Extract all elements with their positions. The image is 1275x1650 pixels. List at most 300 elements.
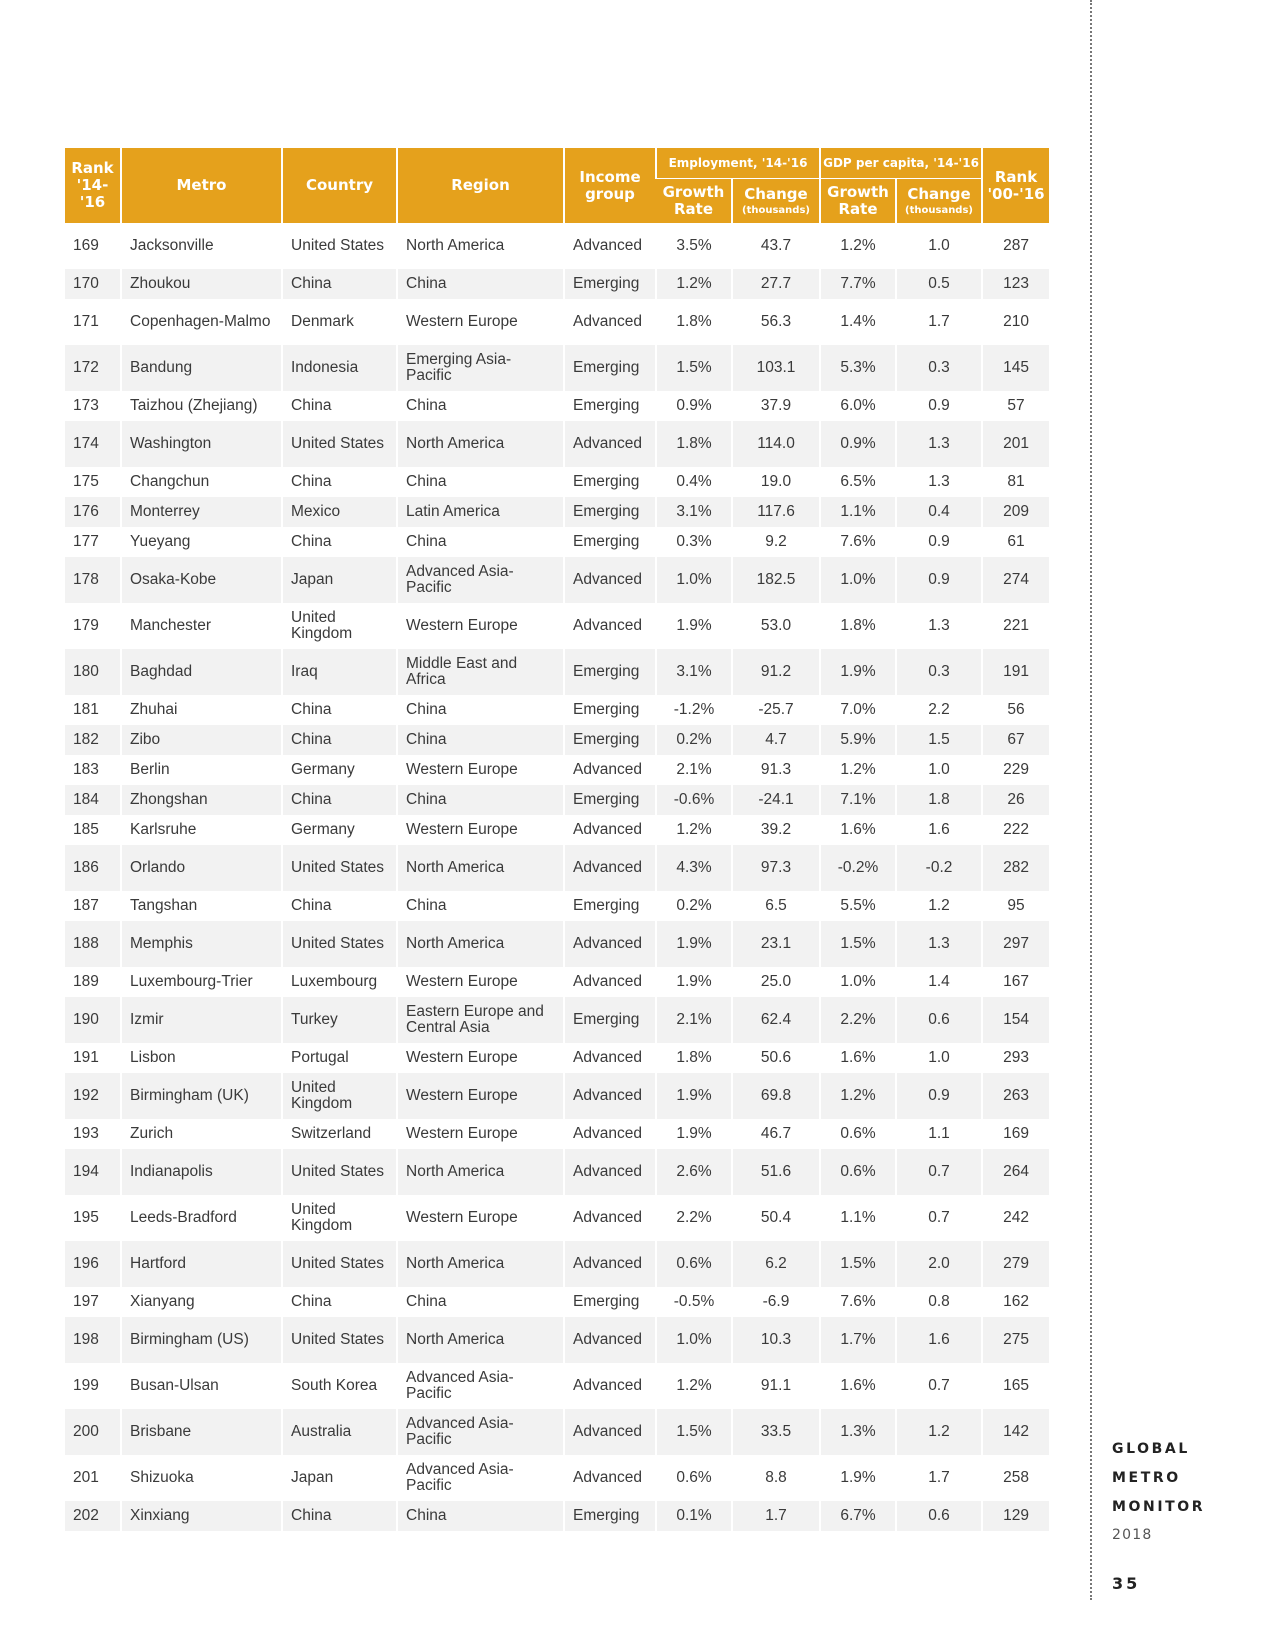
table-row [65,269,1049,299]
cell-region: Western Europe [397,815,564,845]
growth-rate-label: Growth Rate [662,183,725,218]
cell-income-group: Emerging [564,497,656,527]
header-country: Country [282,148,397,223]
table-row [65,467,1049,497]
header-metro: Metro [121,148,282,223]
cell-rank-00-16: 209 [982,497,1049,527]
cell-employment-growth: 3.1% [656,649,732,695]
cell-rank: 201 [65,1455,121,1501]
cell-metro: Hartford [121,1241,282,1287]
cell-employment-change: 23.1 [732,921,820,967]
cell-gdp-growth: 1.0% [820,557,896,603]
cell-metro: Yueyang [121,527,282,557]
cell-country: Australia [282,1409,397,1455]
cell-rank-00-16: 56 [982,695,1049,725]
table-row [65,1149,1049,1195]
cell-country: Luxembourg [282,967,397,997]
cell-gdp-change: 0.3 [896,345,982,391]
cell-country: China [282,725,397,755]
cell-region: Western Europe [397,299,564,345]
cell-rank-00-16: 154 [982,997,1049,1043]
cell-country: China [282,391,397,421]
cell-employment-growth: -1.2% [656,695,732,725]
cell-gdp-growth: 1.2% [820,1073,896,1119]
header-gdp-growth-rate [820,179,896,224]
cell-region: Western Europe [397,603,564,649]
cell-employment-change: 4.7 [732,725,820,755]
cell-rank: 202 [65,1501,121,1531]
cell-employment-growth: 0.4% [656,467,732,497]
growth-rate-label: Growth Rate [827,183,889,218]
cell-employment-growth: 1.2% [656,269,732,299]
cell-gdp-growth: 1.1% [820,1195,896,1241]
cell-region: Advanced Asia-Pacific [397,1409,564,1455]
cell-gdp-change: 0.9 [896,557,982,603]
cell-rank-00-16: 129 [982,1501,1049,1531]
cell-income-group: Emerging [564,649,656,695]
cell-region: China [397,269,564,299]
cell-region: Advanced Asia-Pacific [397,1455,564,1501]
cell-income-group: Advanced [564,299,656,345]
cell-metro: Baghdad [121,649,282,695]
cell-employment-growth: 0.2% [656,725,732,755]
cell-rank: 173 [65,391,121,421]
table-row [65,1317,1049,1363]
cell-employment-growth: 3.1% [656,497,732,527]
cell-region: Latin America [397,497,564,527]
cell-employment-change: 53.0 [732,603,820,649]
cell-income-group: Advanced [564,1455,656,1501]
cell-region: North America [397,845,564,891]
cell-metro: Berlin [121,755,282,785]
cell-rank: 181 [65,695,121,725]
cell-metro: Izmir [121,997,282,1043]
cell-rank: 196 [65,1241,121,1287]
cell-employment-growth: 0.6% [656,1455,732,1501]
cell-region: China [397,891,564,921]
cell-metro: Tangshan [121,891,282,921]
cell-employment-change: 182.5 [732,557,820,603]
cell-employment-growth: 1.0% [656,1317,732,1363]
cell-income-group: Advanced [564,755,656,785]
cell-rank-00-16: 169 [982,1119,1049,1149]
cell-rank-00-16: 142 [982,1409,1049,1455]
table-row [65,815,1049,845]
cell-rank-00-16: 263 [982,1073,1049,1119]
cell-gdp-growth: 7.6% [820,527,896,557]
cell-country: Mexico [282,497,397,527]
cell-region: Western Europe [397,1119,564,1149]
cell-gdp-change: 1.4 [896,967,982,997]
cell-rank: 193 [65,1119,121,1149]
cell-employment-change: 62.4 [732,997,820,1043]
cell-rank: 175 [65,467,121,497]
table-body [65,223,1049,1531]
cell-rank-00-16: 293 [982,1043,1049,1073]
table-row [65,1363,1049,1409]
brand-line-global: GLOBAL [1112,1441,1190,1457]
cell-employment-growth: -0.5% [656,1287,732,1317]
cell-region: Eastern Europe and Central Asia [397,997,564,1043]
cell-rank-00-16: 191 [982,649,1049,695]
cell-income-group: Advanced [564,421,656,467]
cell-income-group: Advanced [564,1241,656,1287]
cell-gdp-change: 1.7 [896,1455,982,1501]
cell-metro: Memphis [121,921,282,967]
cell-rank-00-16: 123 [982,269,1049,299]
cell-income-group: Emerging [564,527,656,557]
cell-metro: Monterrey [121,497,282,527]
cell-employment-growth: 0.1% [656,1501,732,1531]
cell-metro: Manchester [121,603,282,649]
table-row [65,557,1049,603]
cell-gdp-change: 1.8 [896,785,982,815]
cell-employment-change: 114.0 [732,421,820,467]
cell-rank: 195 [65,1195,121,1241]
table-row [65,1501,1049,1531]
cell-income-group: Emerging [564,1287,656,1317]
cell-employment-growth: 1.8% [656,1043,732,1073]
cell-gdp-growth: 1.9% [820,649,896,695]
cell-country: United Kingdom [282,1073,397,1119]
cell-employment-change: 117.6 [732,497,820,527]
cell-rank-00-16: 222 [982,815,1049,845]
cell-income-group: Advanced [564,1073,656,1119]
cell-country: China [282,1501,397,1531]
cell-country: United States [282,921,397,967]
cell-employment-growth: 0.3% [656,527,732,557]
cell-income-group: Emerging [564,891,656,921]
cell-employment-change: 91.2 [732,649,820,695]
cell-gdp-growth: 1.0% [820,967,896,997]
cell-metro: Birmingham (UK) [121,1073,282,1119]
cell-metro: Bandung [121,345,282,391]
cell-gdp-change: 1.0 [896,755,982,785]
cell-rank: 179 [65,603,121,649]
thousands-label: (thousands) [905,204,973,216]
cell-metro: Zurich [121,1119,282,1149]
cell-region: Western Europe [397,967,564,997]
cell-region: North America [397,1149,564,1195]
cell-rank: 191 [65,1043,121,1073]
cell-employment-change: 10.3 [732,1317,820,1363]
cell-country: China [282,1287,397,1317]
cell-region: Middle East and Africa [397,649,564,695]
cell-gdp-growth: 1.4% [820,299,896,345]
cell-metro: Xinxiang [121,1501,282,1531]
cell-employment-growth: 1.5% [656,345,732,391]
cell-country: United States [282,1317,397,1363]
cell-rank: 183 [65,755,121,785]
cell-metro: Zhoukou [121,269,282,299]
cell-country: Turkey [282,997,397,1043]
cell-metro: Xianyang [121,1287,282,1317]
table-row [65,649,1049,695]
cell-income-group: Advanced [564,1317,656,1363]
cell-rank: 182 [65,725,121,755]
cell-employment-growth: 1.0% [656,557,732,603]
table-row [65,695,1049,725]
cell-gdp-growth: 1.6% [820,1043,896,1073]
cell-employment-change: 103.1 [732,345,820,391]
cell-rank: 170 [65,269,121,299]
cell-gdp-growth: 1.7% [820,1317,896,1363]
cell-rank: 184 [65,785,121,815]
cell-employment-change: 97.3 [732,845,820,891]
cell-country: China [282,891,397,921]
table-row [65,497,1049,527]
cell-employment-growth: 2.1% [656,997,732,1043]
cell-income-group: Emerging [564,391,656,421]
cell-employment-growth: 1.9% [656,1119,732,1149]
cell-gdp-change: 0.6 [896,1501,982,1531]
cell-employment-growth: 3.5% [656,223,732,269]
cell-rank: 177 [65,527,121,557]
cell-country: Switzerland [282,1119,397,1149]
cell-region: North America [397,1241,564,1287]
cell-gdp-change: 0.6 [896,997,982,1043]
cell-income-group: Emerging [564,345,656,391]
table-row [65,1043,1049,1073]
change-label: Change [744,184,808,203]
cell-income-group: Advanced [564,1195,656,1241]
cell-rank-00-16: 201 [982,421,1049,467]
cell-region: China [397,391,564,421]
cell-gdp-growth: 7.0% [820,695,896,725]
cell-employment-growth: 0.6% [656,1241,732,1287]
metro-ranking-table [65,148,1049,1531]
cell-rank: 174 [65,421,121,467]
cell-region: China [397,1501,564,1531]
cell-rank-00-16: 95 [982,891,1049,921]
cell-gdp-growth: 0.6% [820,1119,896,1149]
cell-income-group: Emerging [564,1501,656,1531]
cell-country: China [282,527,397,557]
cell-country: South Korea [282,1363,397,1409]
brand-block [1112,1435,1205,1548]
cell-gdp-growth: 7.7% [820,269,896,299]
table-row [65,1287,1049,1317]
cell-gdp-change: 1.2 [896,1409,982,1455]
cell-employment-growth: 1.8% [656,421,732,467]
cell-gdp-change: 2.0 [896,1241,982,1287]
cell-country: Germany [282,755,397,785]
cell-metro: Birmingham (US) [121,1317,282,1363]
cell-country: China [282,269,397,299]
cell-employment-growth: 4.3% [656,845,732,891]
table-header [65,148,1049,223]
brand-year: 2018 [1112,1527,1153,1543]
header-gdp-change [896,179,982,224]
page-number: 35 [1112,1574,1141,1593]
cell-country: China [282,695,397,725]
cell-gdp-change: -0.2 [896,845,982,891]
cell-rank: 190 [65,997,121,1043]
cell-metro: Changchun [121,467,282,497]
cell-gdp-growth: 1.9% [820,1455,896,1501]
cell-region: China [397,527,564,557]
cell-metro: Busan-Ulsan [121,1363,282,1409]
cell-income-group: Advanced [564,223,656,269]
cell-rank-00-16: 81 [982,467,1049,497]
cell-rank-00-16: 145 [982,345,1049,391]
cell-gdp-change: 1.3 [896,467,982,497]
cell-region: North America [397,921,564,967]
cell-metro: Indianapolis [121,1149,282,1195]
cell-rank: 199 [65,1363,121,1409]
cell-employment-growth: 2.6% [656,1149,732,1195]
header-region: Region [397,148,564,223]
cell-employment-growth: 1.9% [656,1073,732,1119]
cell-gdp-change: 0.3 [896,649,982,695]
cell-metro: Luxembourg-Trier [121,967,282,997]
cell-employment-growth: 1.2% [656,1363,732,1409]
cell-employment-change: 46.7 [732,1119,820,1149]
cell-rank: 172 [65,345,121,391]
cell-employment-growth: 1.9% [656,603,732,649]
header-income-group: Income group [564,148,656,223]
cell-employment-change: -25.7 [732,695,820,725]
cell-rank: 180 [65,649,121,695]
table-row [65,1195,1049,1241]
cell-employment-change: 51.6 [732,1149,820,1195]
cell-rank: 169 [65,223,121,269]
cell-region: Advanced Asia-Pacific [397,1363,564,1409]
cell-employment-growth: 1.8% [656,299,732,345]
cell-employment-growth: 0.2% [656,891,732,921]
cell-gdp-change: 1.3 [896,421,982,467]
cell-income-group: Emerging [564,785,656,815]
cell-income-group: Advanced [564,921,656,967]
cell-gdp-change: 0.5 [896,269,982,299]
cell-metro: Orlando [121,845,282,891]
cell-rank-00-16: 229 [982,755,1049,785]
cell-income-group: Emerging [564,269,656,299]
cell-rank-00-16: 297 [982,921,1049,967]
cell-employment-growth: 1.9% [656,921,732,967]
cell-employment-change: 19.0 [732,467,820,497]
table-row [65,345,1049,391]
cell-country: Japan [282,557,397,603]
table-row [65,299,1049,345]
cell-gdp-growth: 2.2% [820,997,896,1043]
cell-rank-00-16: 242 [982,1195,1049,1241]
cell-employment-change: 33.5 [732,1409,820,1455]
cell-employment-change: 8.8 [732,1455,820,1501]
cell-gdp-growth: 1.1% [820,497,896,527]
cell-country: United Kingdom [282,603,397,649]
cell-gdp-growth: 0.9% [820,421,896,467]
cell-rank: 200 [65,1409,121,1455]
cell-rank: 176 [65,497,121,527]
cell-rank-00-16: 274 [982,557,1049,603]
cell-gdp-growth: 6.5% [820,467,896,497]
cell-gdp-growth: 1.6% [820,1363,896,1409]
cell-rank-00-16: 61 [982,527,1049,557]
table-row [65,845,1049,891]
cell-income-group: Advanced [564,967,656,997]
cell-rank-00-16: 279 [982,1241,1049,1287]
cell-country: China [282,785,397,815]
cell-employment-change: 37.9 [732,391,820,421]
cell-region: China [397,1287,564,1317]
cell-metro: Osaka-Kobe [121,557,282,603]
cell-employment-change: 56.3 [732,299,820,345]
cell-rank-00-16: 162 [982,1287,1049,1317]
cell-income-group: Advanced [564,1119,656,1149]
table-row [65,967,1049,997]
brand-line-monitor: MONITOR [1112,1499,1206,1515]
cell-employment-change: 25.0 [732,967,820,997]
cell-rank: 185 [65,815,121,845]
cell-rank-00-16: 287 [982,223,1049,269]
cell-rank: 192 [65,1073,121,1119]
cell-gdp-growth: 5.3% [820,345,896,391]
cell-metro: Zhuhai [121,695,282,725]
cell-income-group: Emerging [564,725,656,755]
cell-employment-growth: -0.6% [656,785,732,815]
cell-gdp-change: 0.7 [896,1363,982,1409]
cell-employment-change: 69.8 [732,1073,820,1119]
cell-gdp-growth: 5.5% [820,891,896,921]
change-label: Change [907,184,971,203]
cell-region: Western Europe [397,1043,564,1073]
cell-gdp-growth: 1.5% [820,1241,896,1287]
table-row [65,997,1049,1043]
cell-gdp-growth: 1.5% [820,921,896,967]
cell-employment-change: 6.5 [732,891,820,921]
cell-gdp-change: 1.1 [896,1119,982,1149]
cell-gdp-change: 0.9 [896,527,982,557]
thousands-label: (thousands) [742,204,810,216]
cell-metro: Lisbon [121,1043,282,1073]
cell-country: Iraq [282,649,397,695]
table-row [65,1119,1049,1149]
cell-gdp-change: 1.7 [896,299,982,345]
cell-employment-change: 27.7 [732,269,820,299]
table-row [65,603,1049,649]
cell-employment-growth: 1.9% [656,967,732,997]
cell-country: United States [282,1149,397,1195]
cell-gdp-growth: 6.0% [820,391,896,421]
cell-rank-00-16: 210 [982,299,1049,345]
cell-gdp-growth: -0.2% [820,845,896,891]
cell-metro: Jacksonville [121,223,282,269]
cell-region: China [397,695,564,725]
cell-country: United Kingdom [282,1195,397,1241]
cell-region: China [397,785,564,815]
cell-rank: 197 [65,1287,121,1317]
table-row [65,1455,1049,1501]
cell-gdp-growth: 5.9% [820,725,896,755]
cell-gdp-growth: 1.3% [820,1409,896,1455]
cell-metro: Leeds-Bradford [121,1195,282,1241]
cell-gdp-change: 0.8 [896,1287,982,1317]
cell-gdp-change: 0.9 [896,1073,982,1119]
cell-gdp-change: 1.6 [896,1317,982,1363]
cell-region: Emerging Asia-Pacific [397,345,564,391]
table-row [65,921,1049,967]
cell-gdp-change: 1.0 [896,223,982,269]
cell-region: China [397,725,564,755]
table-row [65,527,1049,557]
cell-income-group: Emerging [564,695,656,725]
cell-employment-growth: 1.5% [656,1409,732,1455]
cell-metro: Karlsruhe [121,815,282,845]
cell-employment-change: 39.2 [732,815,820,845]
cell-employment-change: 9.2 [732,527,820,557]
cell-country: Denmark [282,299,397,345]
